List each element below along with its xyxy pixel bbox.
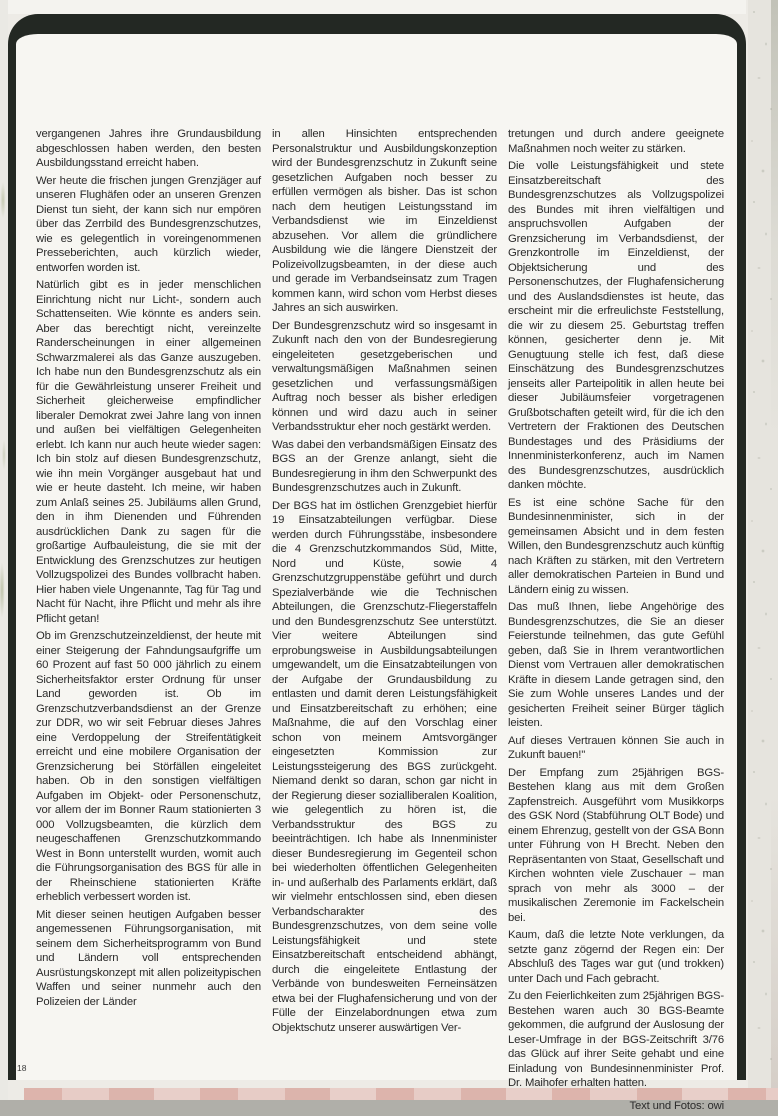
scan-margin-right xyxy=(748,0,778,1100)
text-column-2 xyxy=(272,127,497,1038)
page-number: 18 xyxy=(17,1063,27,1073)
paragraph: Zu den Feierlichkeiten zum 25jährigen BGS-Bestehen waren auch 30 BGS-Beamte gekommen, die aufgrund der Auslosung der Leser-Umfrage in der BGS-Zeitschrift 3/76 das Glück auf ihrer Seite gehabt und eine Einladung von Bundesinnenminister Prof. Dr. Maihofer erhalten hatten. xyxy=(508,990,724,1089)
paragraph: Der BGS hat im östlichen Grenzgebiet hierfür 19 Einsatzabteilungen verfügbar. Diese werden durch Führungsstäbe, insbesondere die 4 Grenzschutzkommandos Süd, Mitte, Nord und Küste, sowie 4 Grenzschutzgruppenstäbe geführt und durch Spezialverbände wie die Technischen Abteilungen, die Grenzschutz-Fliegerstaffeln und den Bundesgrenzschutz See unterstützt. Vier weitere Abteilungen sind erprobungsweise in Ausbildungsabteilungen umgewandelt, um die Einsatzabteilungen von der Aufgabe der Grundausbildung zu entlasten und damit deren Leistungsfähigkeit und Einsatzbereitschaft zu erhöhen; eine Maßnahme, die auf den Vorschlag einer schon von meinem Amtsvorgänger eingesetzten Kommission zur Leistungssteigerung des BGS zurückgeht. Niemand denkt so daran, schon gar nicht in der Regierung dieser sozialliberalen Koalition, wie gelegentlich zu hören ist, die Verbandsstruktur des BGS zu beeinträchtigen. Ich habe als Innenminister dieser Bundesregierung im Gegenteil schon bei wiederholten öffentlichen Gelegenheiten in- und außerhalb des Parlaments erklärt, daß wir vielmehr entschlossen sind, eben diesen Verbandscharakter des Bundesgrenzschutzes, von dem seine volle Leistungsfähigkeit und stete Einsatzbereitschaft entscheidend abhängt, durch die eingeleitete Entlastung der Verbände von bundesweiten Ferneinsätzen etwa bei der Flughafensicherung und von der Fülle der Einzelabordnungen etwa zum Objektschutz unserer auswärtigen Ver- xyxy=(272,499,497,1034)
paragraph: Das muß Ihnen, liebe Angehörige des Bundesgrenzschutzes, die Sie an dieser Feierstunde teilnehmen, das gute Gefühl geben, daß Sie in Ihrem verantwortlichen Dienst vom Vertrauen aller demokratischen Kräfte in diesem Lande getragen sind, den Sie zum Wohle unseres Landes und der gesicherten Freiheit seiner Bürger täglich leisten. xyxy=(508,601,724,729)
paragraph: Kaum, daß die letzte Note verklungen, da setzte ganz zögernd der Regen ein: Der Abschluß des Tages war gut (und trokken) unter Dach und Fach gebracht. xyxy=(508,929,724,985)
credit-line: Text und Fotos: owi xyxy=(629,1099,724,1112)
paragraph: Natürlich gibt es in jeder menschlichen Einrichtung nicht nur Licht-, sondern auch Schattenseiten. Wie könnte es anders sein. Aber das berechtigt nicht, vereinzelte Randerscheinungen in einer allgemeinen Schwarzmalerei als das Ganze auszugeben. Ich habe nun den Bundesgrenzschutz als ein für die Gewährleistung unserer Freiheit und Sicherheit gleicherweise empfindlicher liberaler Demokrat zwei Jahre lang von innen und außen bei vielfältigen Gelegenheiten erlebt. Ich kann nur auch heute wieder sagen: Ich bin stolz auf diesen Bundesgrenzschutz, wie ihn mein Vorgänger ausgebaut hat und wie er heute dasteht. Ich meine, wir haben zum Anlaß seines 25. Jubiläums allen Grund, den in ihm Dienenden und Führenden ausdrücklichen Dank zu sagen für die großartige Aufbauleistung, die sie mit der Entwicklung des Grenzschutzes zur heutigen Vollzugspolizei des Bundes vollbracht haben. Hier haben viele Ungenannte, Tag für Tag und Nacht für Nacht, ihre Pflicht und mehr als ihre Pflicht getan! xyxy=(36,279,261,625)
paragraph: tretungen und durch andere geeignete Maßnahmen noch weiter zu stärken. xyxy=(508,128,724,155)
text-column-1 xyxy=(36,127,261,1012)
paragraph: Es ist eine schöne Sache für den Bundesinnenminister, sich in der gemeinsamen Absicht und in dem festen Willen, den Bundesgrenzschutz auch künftig nach Kräften zu stärken, mit den Vertretern aller demokratischen Parteien in Bund und Ländern einig zu wissen. xyxy=(508,496,725,596)
paragraph: vergangenen Jahres ihre Grundausbildung abgeschlossen haben werden, den besten Ausbildungsstand erreicht haben. xyxy=(36,128,261,169)
paragraph: Auf dieses Vertrauen können Sie auch in Zukunft bauen!'' xyxy=(508,734,724,761)
text-column-3 xyxy=(508,127,724,1116)
paragraph: Wer heute die frischen jungen Grenzjäger auf unseren Flughäfen oder an unseren Grenzen Dienst tun sieht, der kann sich nur empören über das Zerrbild des Bundesgrenzschutzes, wie es gelegentlich in voreingenommenen Presseberichten, auch kürzlich wieder, entworfen worden ist. xyxy=(36,174,261,274)
paragraph: Die volle Leistungsfähigkeit und stete Einsatzbereitschaft des Bundesgrenzschutzes als Vollzugspolizei des Bundes mit ihren vielfältigen und anspruchsvollen Aufgaben der Grenzsicherung im Verbandsdienst, der Grenzkontrolle im Einzeldienst, der Objektsicherung und des Personenschutzes, der Flughafensicherung und des Auslandsdienstes ist heute, das erscheint mir die erfreulichste Feststellung, die wir zu diesem 25. Geburtstag treffen können, gesicherter denn je. Mit Genugtuung stelle ich fest, daß diese Einschätzung des Bundesgrenzschutzes jenseits aller Parteipolitik in allen heute bei dieser Jubiläumsfeier vorgetragenen Grußbotschaften geteilt wird, für die ich den Vertretern der Fraktionen des Deutschen Bundestages und des Präsidiums der Innenministerkonferenz, auch im Namen des Bundesgrenzschutzes, ausdrücklich danken möchte. xyxy=(508,160,724,491)
paragraph: Der Bundesgrenzschutz wird so insgesamt in Zukunft nach den von der Bundesregierung eingeleiteten gesetzgeberischen und verwaltungsmäßigen Maßnahmen seinen gesetzlichen und verfassungsmäßigen Auftrag noch besser als bisher erledigen können und wird dazu auch in seiner Verbandsstruktur eher noch gestärkt werden. xyxy=(272,319,497,433)
paragraph: Mit dieser seinen heutigen Aufgaben besser angemessenen Führungsorganisation, mit seinem dem Sicherheitsprogramm von Bund und Ländern voll entsprechenden Ausrüstungskonzept mit allen polizeitypischen Waffen und seiner nunmehr auch den Polizeien der Länder xyxy=(36,908,261,1008)
paragraph: Was dabei den verbandsmäßigen Einsatz des BGS an der Grenze anlangt, sieht die Bundesregierung in ihm den Schwerpunkt des Bundesgrenzschutzes auch in Zukunft. xyxy=(272,438,497,494)
scan-margin-left xyxy=(0,0,8,1100)
paragraph: in allen Hinsichten entsprechenden Personalstruktur und Ausbildungskonzeption wird der Bundesgrenzschutz in Zukunft seine gesetzlichen Aufgaben noch besser zu erfüllen vermögen als bisher. Das ist schon nach dem heutigen Leistungsstand im Verbandsdienst wie im Einzeldienst abzusehen. Vor allem die gründlichere Ausbildung wie die längere Dienstzeit der Polizeivollzugsbeamten, in der diese auch und gerade im Verbandseinsatz zum Tragen kommen kann, wird schon vom Herbst dieses Jahres an sich auswirken. xyxy=(272,128,497,314)
paragraph: Ob im Grenzschutzeinzeldienst, der heute mit einer Steigerung der Fahndungsaufgriffe um 60 Prozent auf fast 50 000 jährlich zu einem Sicherheitsfaktor erster Ordnung für unser Land geworden ist. Ob im Grenzschutzverbandsdienst an der Grenze zur DDR, wo wir seit Februar dieses Jahres eine Verdoppelung der Streifentätigkeit erreicht und eine mobilere Organisation der Grenzsicherung bei Störfällen eingeleitet haben. Ob in den sonstigen vielfältigen Aufgaben im Objekt- oder Personenschutz, vor allem der im Bonner Raum stationierten 3 000 Vollzugsbeamten, die kürzlich dem neugeschaffenen Grenzschutzkommando West in Bonn unterstellt wurden, womit auch die Führungsorganisation des BGS für alle in der Rheinschiene stationierten Kräfte erheblich verbessert worden ist. xyxy=(36,630,261,903)
paragraph: Der Empfang zum 25jährigen BGS-Bestehen klang aus mit dem Großen Zapfenstreich. Ausgeführt vom Musikkorps des GSK Nord (Stabführung OLT Bode) und einem Ehrenzug, gestellt von der GSA Bonn unter Führung von H Brecht. Neben den Repräsentanten von Staat, Gesellschaft und Kirchen wohnten viele Zuschauer – man sprach von mehr als 3000 – der musikalischen Zeremonie im Fackelschein bei. xyxy=(508,766,724,924)
scan-margin-top xyxy=(8,0,746,14)
